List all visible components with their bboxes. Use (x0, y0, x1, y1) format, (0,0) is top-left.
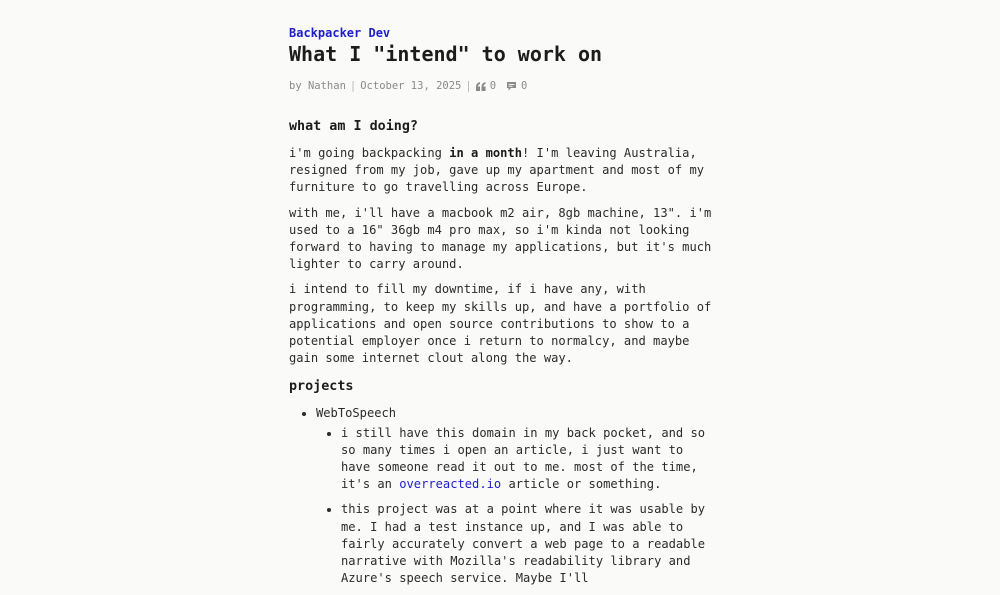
post-meta (289, 80, 527, 92)
comment-icon[interactable] (506, 81, 517, 91)
paragraph-downtime: i intend to fill my downtime, if i have any, with programming, to keep my skills up, and have a portfolio of applications and open source contributions to show to a potential employer once i return to normalcy, and maybe gain some internet clout along the way. (289, 282, 712, 366)
projects-list (289, 405, 719, 587)
post-content (289, 118, 719, 595)
quote-icon[interactable] (476, 82, 486, 91)
paragraph-intro-text: i'm going backpacking (289, 146, 450, 160)
project-point-text: i still have this domain in my back pocket, and so so many times i open an article, i just want to have someone read it out to me. most of the time, it's an (341, 425, 706, 492)
paragraph-machine: with me, i'll have a macbook m2 air, 8gb machine, 13". i'm used to a 16" 36gb m4 pro max, so i'm kinda not looking forward to having to manage my applications, but it's much lighter to carry around. (289, 205, 712, 272)
project-point: • this project was at a point where it was usable by me. I had a test instance up, and I was able to fairly accurately convert a web page to a readable narrative with Mozilla's readability library and Azure's speech service. Maybe I'll (341, 501, 719, 587)
meta-separator: | (349, 80, 357, 92)
project-point (341, 425, 719, 494)
paragraph-intro (289, 145, 719, 197)
quote-count: 0 (489, 80, 497, 92)
site-name-link[interactable]: Backpacker Dev (289, 26, 391, 40)
post-date: October 13, 2025 (360, 80, 462, 92)
project-points-list (316, 425, 719, 588)
post-author: by Nathan (289, 80, 346, 92)
page-title: What I "intend" to work on (289, 42, 603, 66)
paragraph-intro-text-rest: ! I'm leaving Australia, resigned from my job, gave up my apartment and most of my furniture to go travelling across Europe. (289, 146, 705, 195)
meta-separator: | (465, 80, 472, 92)
project-point-text-rest: article or something. (501, 477, 662, 492)
paragraph-intro-bold: in a month (449, 146, 522, 160)
project-item (316, 405, 719, 587)
section-heading-what-am-i-doing: what am I doing? (289, 119, 418, 134)
project-name: WebToSpeech (316, 406, 397, 421)
comment-count: 0 (521, 80, 528, 92)
section-heading-projects: projects (289, 379, 354, 395)
overreacted-link[interactable]: overreacted.io (399, 477, 502, 492)
